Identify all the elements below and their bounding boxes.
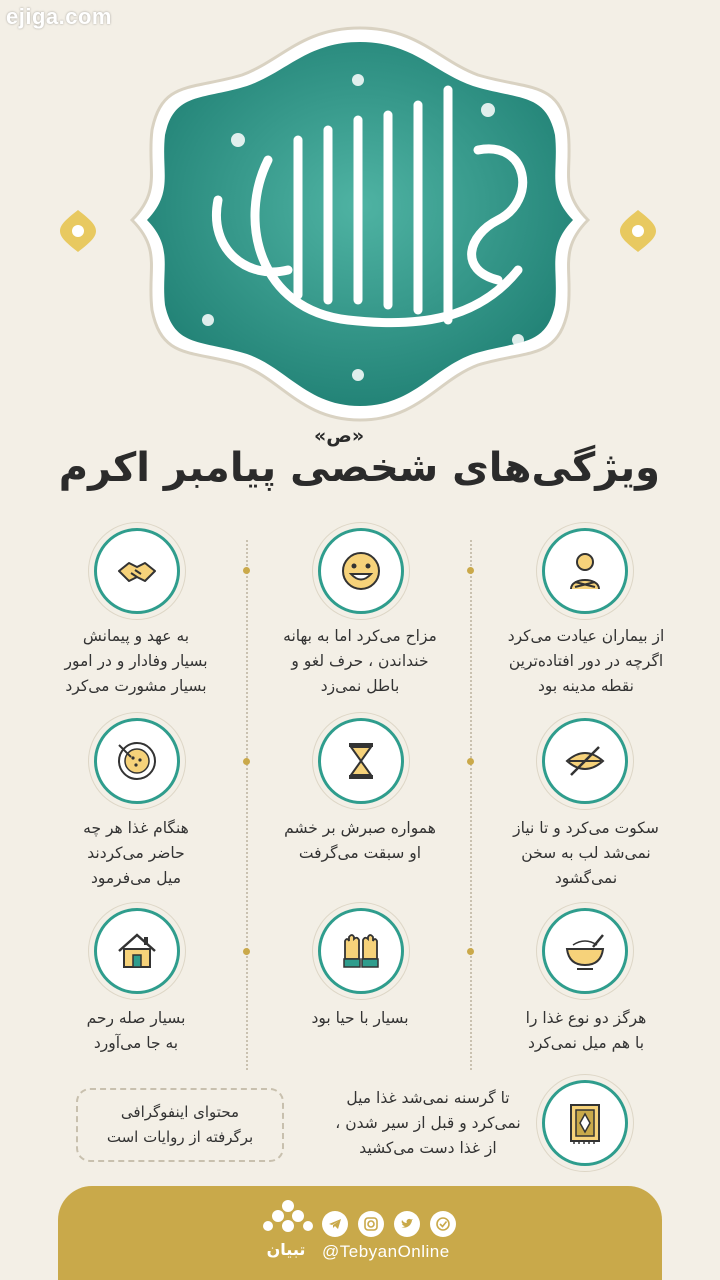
item-text-eat-present: هنگام غذا هر چه حاضر می‌کردند میل می‌فرمود [83,819,189,887]
item-text-patience: همواره صبرش بر خشم او سبقت می‌گرفت [284,819,436,862]
item-text-two-foods: هرگز دو نوع غذا را با هم میل نمی‌کرد [525,1009,647,1052]
dot [243,948,250,955]
hourglass-icon [318,718,404,804]
rug-icon [542,1080,628,1166]
item-text-visit-sick: از بیماران عیادت می‌کرد اگرچه در دور افتاده‌ترین نقطه مدینه بود [507,627,665,695]
title-block [0,425,720,515]
right-ornament-icon [618,208,658,254]
footer-bar [58,1186,662,1280]
smiling-face-icon [318,528,404,614]
watermark: ejiga.com [6,4,112,29]
handshake-icon [94,528,180,614]
separator-right [470,540,472,1070]
title-honorific: «ص» [314,425,365,447]
item-text-modesty: بسیار با حیا بود [311,1009,409,1027]
check-icon[interactable] [430,1211,456,1237]
closed-lips-icon [542,718,628,804]
house-icon [94,908,180,994]
twitter-icon[interactable] [394,1211,420,1237]
dot [243,567,250,574]
food-bowl-icon [94,718,180,804]
dot [243,758,250,765]
brand-name: تبیان [266,1240,306,1259]
separator-left [246,540,248,1070]
item-text-kinship: بسیار صله رحم به جا می‌آورد [86,1009,186,1052]
dot [467,758,474,765]
footer-handle[interactable]: @TebyanOnline [322,1242,450,1261]
item-text-silence: سکوت می‌کرد و تا نیاز نمی‌شد لب به سخن نمی‌گشود [513,819,659,887]
page-title: ویژگی‌های شخصی پیامبر اکرم [58,445,660,491]
dot [467,948,474,955]
calligraphy-emblem [118,20,602,430]
bowl-spoon-icon [542,908,628,994]
instagram-icon[interactable] [358,1211,384,1237]
left-ornament-icon [58,208,98,254]
dot [467,567,474,574]
telegram-icon[interactable] [322,1211,348,1237]
raised-hands-icon [318,908,404,994]
item-text-hunger: تا گرسنه نمی‌شد غذا میل نمی‌کرد و قبل از سیر شدن ، از غذا دست می‌کشید [335,1089,521,1157]
source-note: محتوای اینفوگرافی برگرفته از روایات است [76,1088,284,1162]
item-text-humor: مزاح می‌کرد اما به بهانه خنداندن ، حرف لغو و باطل نمی‌زد [283,627,437,695]
item-text-loyalty: به عهد و پیمانش بسیار وفادار و در امور بسیار مشورت می‌کرد [64,627,208,695]
crossed-arms-person-icon [542,528,628,614]
